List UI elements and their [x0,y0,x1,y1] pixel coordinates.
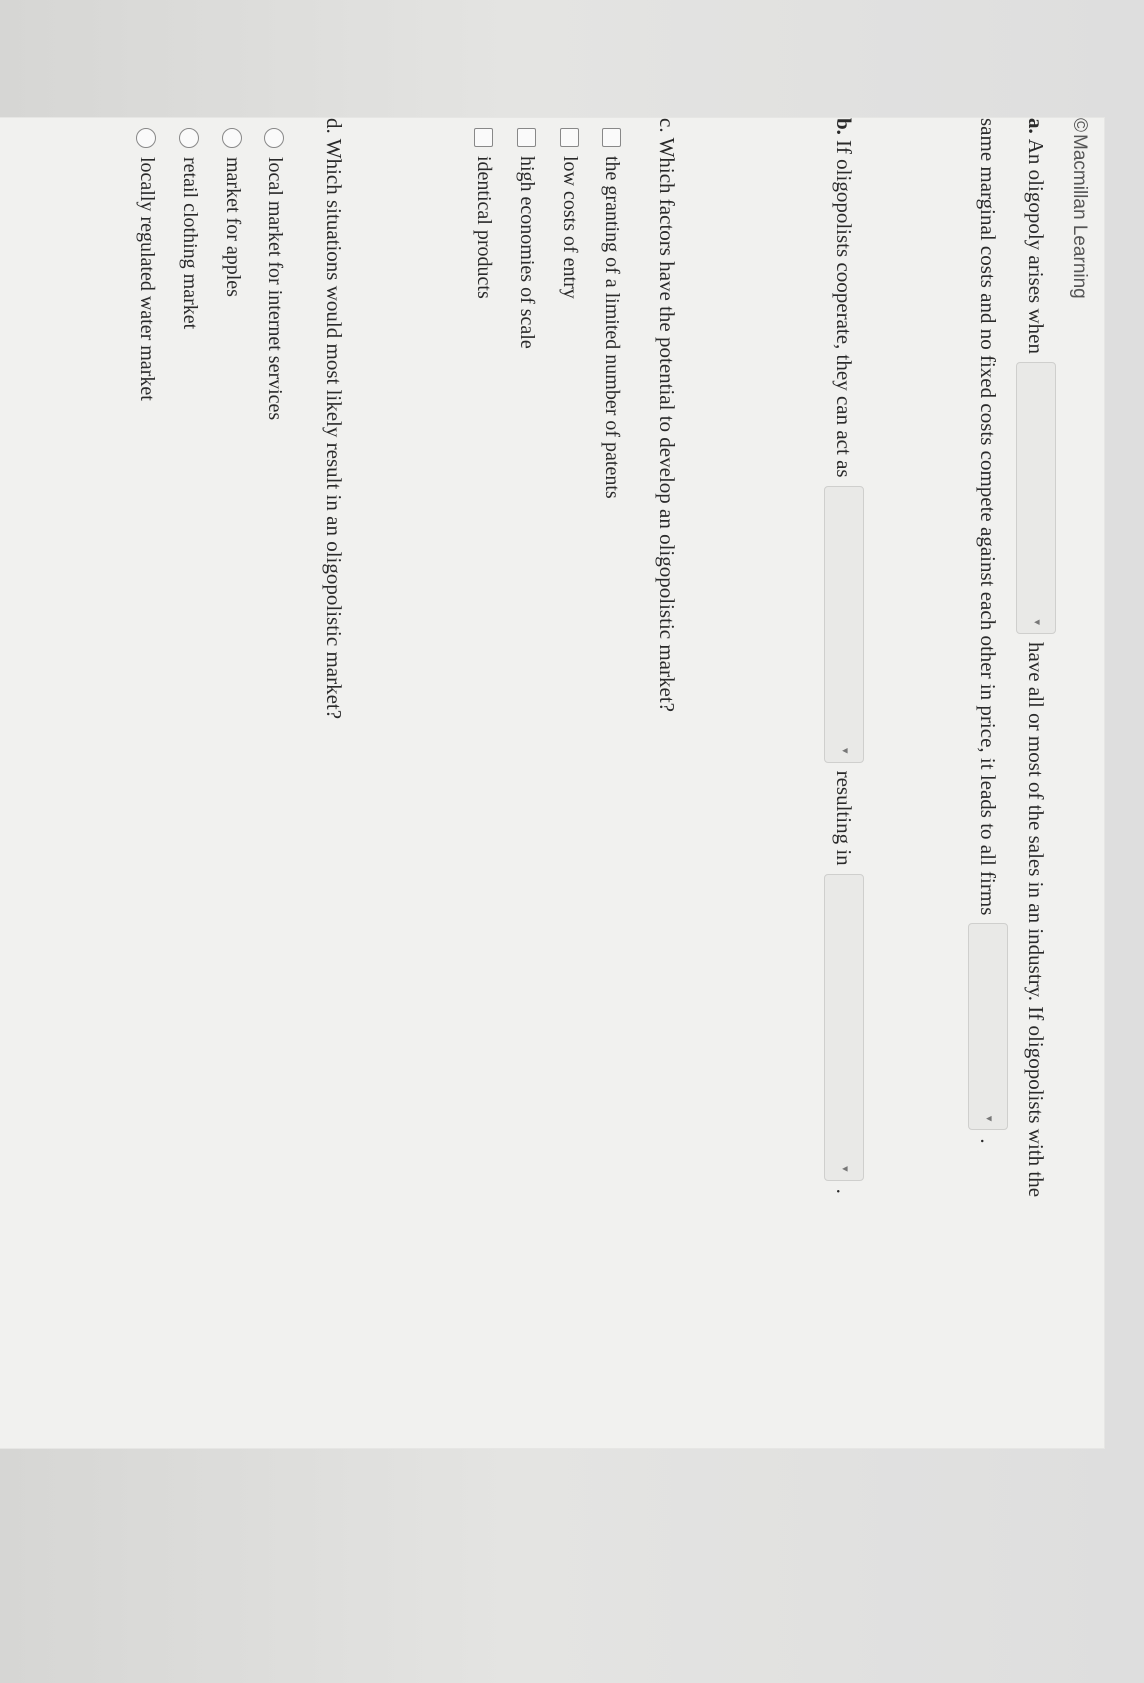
part-d-label: d. [322,118,346,134]
radio-icon[interactable] [223,128,243,148]
part-c-question [654,118,679,712]
part-d-option-3[interactable] [178,128,201,329]
part-d-question [321,118,346,719]
part-d-option-4-label: locally regulated water market [136,157,158,401]
part-c-label: c. [655,118,679,133]
part-c-option-2[interactable] [558,128,581,299]
part-b-label: b. [832,118,857,135]
checkbox-icon[interactable] [474,128,493,147]
part-b-end: . [832,1188,857,1194]
brand-logo [1068,118,1090,299]
part-d-option-4[interactable] [135,128,158,401]
chevron-down-icon: ▾ [983,1115,996,1122]
part-b-dropdown-2[interactable] [824,874,864,1181]
part-c-question-text: Which factors have the potential to develop an oligopolistic market? [655,137,679,712]
part-b-line [824,118,864,1194]
part-c-option-2-label: low costs of entry [559,156,581,299]
chevron-down-icon: ▾ [839,748,852,754]
part-d-option-1-label: local market for internet services [264,157,286,421]
part-a-dropdown-2[interactable] [968,923,1008,1130]
checkbox-icon[interactable] [560,128,579,147]
part-a-line-2 [968,118,1008,1144]
part-b-text-1: If oligopolists cooperate, they can act as [832,139,857,478]
copyright-symbol: © [1069,118,1090,132]
brand-name: Macmillan Learning [1069,134,1090,299]
part-c-option-4[interactable] [472,128,495,299]
part-a-text-3: same marginal costs and no fixed costs compete against each other in price, it leads to all firms [976,118,1001,916]
part-d-question-text: Which situations would most likely result in an oligopolistic market? [322,138,346,720]
radio-icon[interactable] [180,128,200,148]
radio-icon[interactable] [265,128,285,148]
part-d-option-2-label: market for apples [222,157,244,297]
chevron-down-icon: ▾ [839,1166,852,1172]
part-a-text-2: have all or most of the sales in an industry. If oligopolists with the [1024,641,1049,1198]
checkbox-icon[interactable] [602,128,621,147]
question-panel [0,118,1104,1448]
part-a-text-1: An oligopoly arises when [1024,138,1049,354]
part-c-option-3[interactable] [515,128,538,349]
radio-icon[interactable] [137,128,157,148]
chevron-down-icon: ▾ [1031,619,1044,625]
part-a-label: a. [1024,118,1049,134]
part-c-option-3-label: high economies of scale [516,156,538,349]
part-d-option-1[interactable] [263,128,286,420]
part-a-end: . [976,1138,1001,1144]
part-c-option-4-label: identical products [473,156,495,299]
part-a-dropdown-1[interactable] [1016,362,1056,634]
part-c-option-1[interactable] [600,128,623,499]
part-b-dropdown-1[interactable] [824,486,864,763]
part-c-option-1-label: the granting of a limited number of patents [601,156,623,499]
part-d-option-3-label: retail clothing market [179,157,201,330]
part-a-line-1 [1016,118,1056,1197]
part-b-text-2: resulting in [832,770,857,866]
part-d-option-2[interactable] [221,128,244,297]
checkbox-icon[interactable] [517,128,536,147]
